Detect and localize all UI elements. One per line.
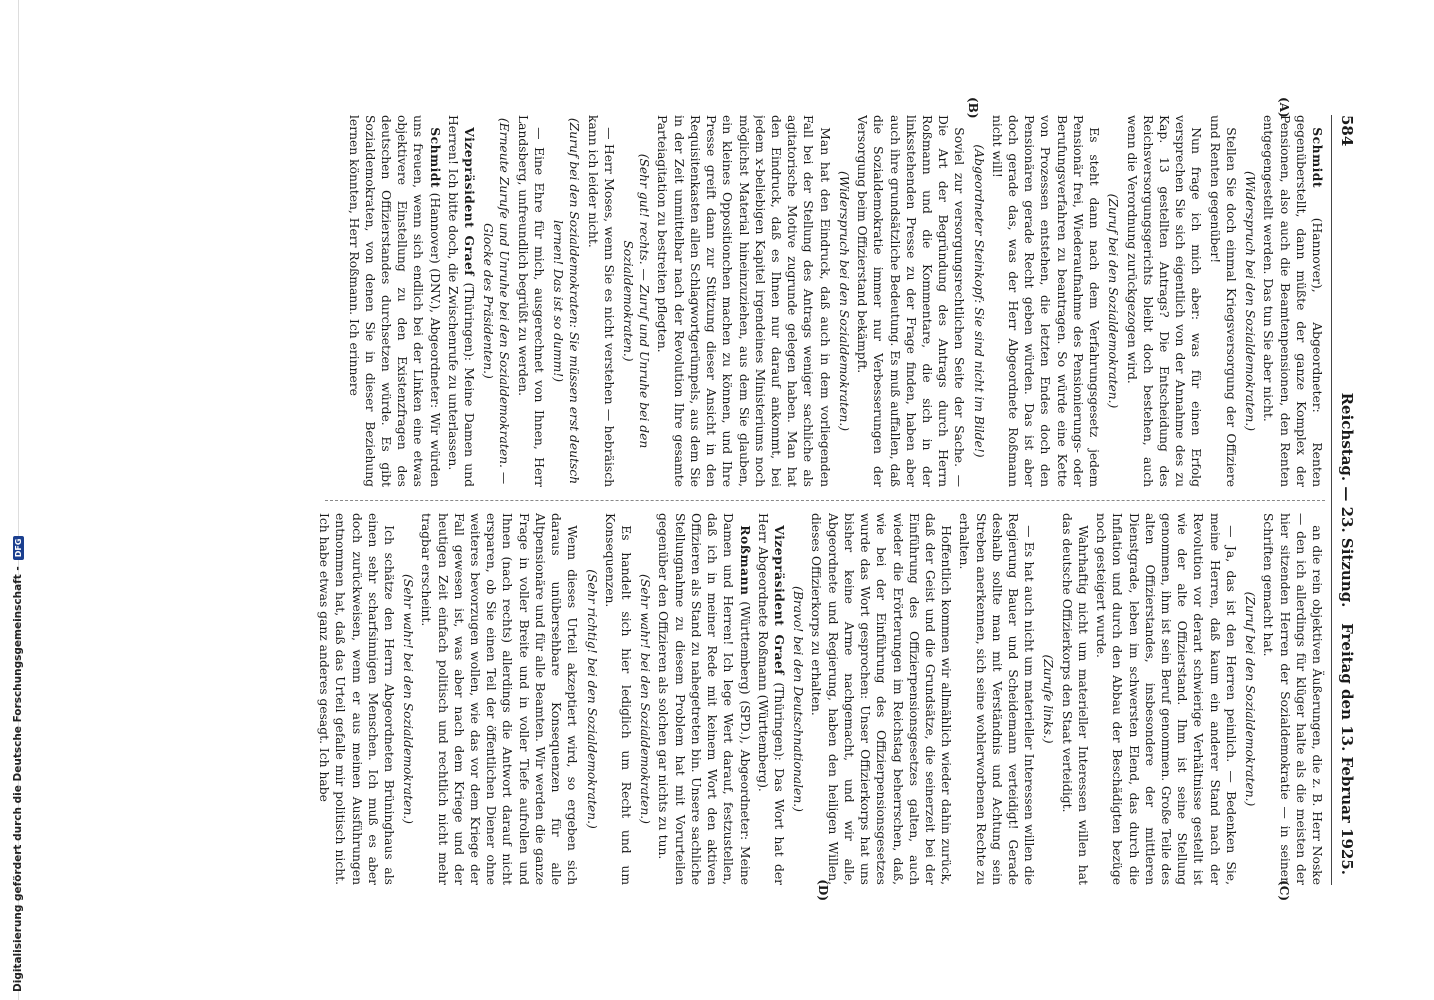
interjection: (Erneute Zurufe und Unruhe bei den Sozialdemokraten. — Glocke des Präsidenten.) (481, 117, 512, 485)
paragraph: Es steht dann nach dem Verfahrungsgesetz jedem Pensionär frei, Wiederaufnahme des Pensionierungs- oder Berufungsverfahren zu beantragen. So würde eine Kette von Prozessen entstehen, die letzten Endes doch den Pensionären gerade Recht geben würden. Das ist aber doch gerade das, was der Herr Abgeordnete Roßmann nicht will! (989, 115, 1102, 487)
interjection: (Widerspruch bei den Sozialdemokraten.) (836, 170, 851, 432)
speaker-name: Schmidt (1310, 127, 1325, 189)
text-columns (125, 97, 1325, 901)
paragraph: Wahrhaftig nicht um materieller Interessen willen hat das deutsche Offizierkorps den Staat verteidigt. (1059, 513, 1090, 885)
interjection: (Abgeordneter Steinkopf: Sie sind nicht im Bilde!) (971, 144, 986, 458)
paragraph: Es handelt sich hier lediglich um Recht und um Konsequenzen. (602, 513, 634, 885)
margin-mark-b: (B) (966, 97, 980, 119)
margin-mark-d: (D) (816, 879, 830, 901)
paragraph: Man hat den Eindruck, daß auch in dem vorliegenden Fall bei der Stellung des Antrags weniger sachliche als agitatorische Motive zugrunde gelegen haben. Man hat den Eindruck, daß es Ihnen nur darauf ankommt, bei jedem x-beliebigen Kapitel irgendeines Ministeriums noch möglichst Material hineinzuziehen, aus dem Sie glauben, ein kleines Oppositionchen machen zu können, und Ihre Presse greift dann zur Stützung dieser Ansicht in den Requisitenkasten allen Schlagwortgerümpels, aus dem Sie in der Zeit unmittelbar nach der Revolution Ihre gesamte Parteiagitation zu bestreiten pflegten. (655, 115, 832, 487)
interjection: (Zuruf bei den Sozialdemokraten.) (1106, 193, 1121, 409)
digitization-credit (12, 12, 24, 992)
speaker-name: Vizepräsident Graef (462, 127, 478, 277)
speech-text: (Thüringen): Das Wort hat der Herr Abgeordnete Roßmann (Württemberg). (755, 513, 786, 885)
interjection: (Zuruf bei den Sozialdemokraten: Sie müssen erst deutsch lernen! Das ist so dumm!) (551, 117, 582, 485)
page-title: Reichstag. — 23. Sitzung. (1338, 392, 1356, 608)
paragraph: Hoffentlich kommen wir allmählich wieder dahin zurück, daß der Geist und die Grundsätze, die seinerzeit bei der Einführung des Offizierpensionsgesetzes galten, auch wieder die Erörterungen im Reichstag beherrschen, daß, wie bei der Einführung des Offizierpensionsgesetzes wurde das Wort gesprochen: Unser Offizierkorps hat uns bisher keine Arme nachgemacht, und wir alle, Abgeordnete und Regierung, haben den heiligen Willen, dieses Offizierkorps zu erhalten. (809, 513, 954, 885)
paragraph: Nun frage ich mich aber: was für einen Erfolg versprechen Sie sich eigentlich von der Annahme des zu Kap. 13 gestellten Antrags? Die Entscheidung des Reichsversorgungsgerichts bleibt doch bestehen, auch wenn die Verordnung zurückgezogen wird. (1124, 115, 1204, 487)
header-rule (1331, 115, 1332, 885)
speaker-paragraph (655, 513, 752, 885)
speaker-paragraph (1260, 115, 1325, 487)
paragraph: Soviel zur versorgungsrechtlichen Seite der Sache. — Die Art der Begründung des Antrags durch Herrn Roßmann und die Kommentare, die sich in der linksstehenden Presse zu der Frage finden, haben aber auch ihre grundsätzliche Bedeutung. Es muß auffallen, daß die Sozialdemokratie immer nur Verbesserungen der Versorgung beim Offizierstand bekämpft. (855, 115, 967, 487)
speech-text: (Thüringen): Meine Damen und Herren! Ich bitte doch, die Zwischenrufe zu unterlassen. (445, 115, 477, 487)
credit-text: Digitalisierung gefördert durch die Deutsche Forschungsgemeinschaft - (12, 566, 24, 992)
speaker-paragraph (755, 513, 787, 885)
paragraph: Wenn dieses Urteil akzeptiert wird, so ergeben sich daraus unübersehbare Konsequenzen für alle Altpensionäre und für alle Beamten. Wir werden die ganze Frage in voller Breite und in voller Tiefe aufrollen und Ihnen (nach rechts) allerdings die Antwort darauf nicht ersparen, ob Sie einen Teil der öffentlichen Diener ohne weiteres bevorzugen wollen, wie das vor dem Kriege der Fall gewesen ist, was aber nach dem Kriege und der heutigen Zeit einfach politisch und rechtlich nicht mehr tragbar erscheint. (419, 513, 580, 885)
interjection: (Zuruf bei den Sozialdemokraten.) (1243, 591, 1258, 807)
interjection: (Sehr richtig! bei den Sozialdemokraten.) (584, 569, 599, 829)
margin-mark-a: (A) (1277, 97, 1291, 118)
speech-text: (Hannover), Abgeordneter: Renten gegenüberstellt, dann müßte der ganze Komplex der Pensionen, also auch die Beamtenpensionen, den Renten entgegengestellt werden. Das tun Sie aber nicht. (1261, 115, 1324, 487)
dfg-logo: DFG (13, 536, 24, 561)
left-column (125, 115, 1325, 487)
paragraph: an die rein objektiven Äußerungen, die z. B. Herr Noske — den ich allerdings für klüger halte als die meisten der hier sitzenden Herren der Sozialdemokratie — in seinen Schriften gemacht hat. (1261, 513, 1324, 885)
paragraph: — Es hat auch nicht um materieller Interessen willen die Regierung Bauer und Scheidemann verteidigt! Gerade deshalb sollte man mit Verständnis und Achtung sein Streben anerkennen, sich seine wohlerworbenen Rechte zu erhalten. (957, 513, 1037, 885)
speaker-paragraph (345, 115, 442, 487)
speaker-name: Vizepräsident Graef (772, 525, 787, 676)
interjection: (Widerspruch bei den Sozialdemokraten.) (1243, 170, 1258, 432)
paragraph: — Ja, das ist den Herren peinlich. — Bedenken Sie, meine Herren, daß kaum ein anderer Stand nach der Revolution vor derart schwierige Verhältnisse gestellt ist wie der alte Offizierstand. Ihm ist seine Stellung genommen, ihm ist sein Beruf genommen. Große Teile des alten Offizierstandes, insbesondere der mittleren Dienstgrade, leben im schwersten Elend, das durch die Inflation und durch den Abbau der Beschädigten bezüge noch gesteigert wurde. (1094, 513, 1238, 885)
interjection: (Sehr gut! rechts. — Zuruf und Unruhe bei den Sozialdemokraten.) (621, 153, 652, 449)
page-number: 584 (1338, 115, 1356, 147)
page-header (1336, 115, 1358, 885)
interjection: (Bravo! bei den Deutschnationalen.) (791, 586, 806, 812)
speaker-paragraph (445, 115, 477, 487)
paragraph: Ich schätze den Herrn Abgeordneten Brüninghaus als einen sehr scharfsinnigen Menschen. Ich muß es aber doch zurückweisen, wenn er aus meinen Ausführungen entnommen hat, daß das Urteil gefalle mir politisch nicht. Ich habe etwas ganz anderes gesagt. Ich habe (317, 513, 396, 885)
paragraph: — Herr Moses, wenn Sie es nicht verstehen — hebräisch kann ich leider nicht. (585, 115, 616, 487)
margin-mark-c: (C) (1277, 880, 1291, 901)
speech-text: (Württemberg) (SPD.), Abgeordneter: Meine Damen und Herren! Ich lege Wert darauf, festzustellen, daß ich in meiner Rede mit keinem Wort den aktiven Offizieren als Stand zu nahegetreten bin. Unsere sachliche Stellungnahme zu diesem Problem hat mit Vorurteilen gegenüber den Offizieren als solchen gar nichts zu tun. (656, 513, 752, 885)
page-date: Freitag den 13. Februar 1925. (1338, 623, 1356, 875)
speaker-name: Schmidt (427, 127, 443, 189)
interjection: (Zurufe links.) (1041, 654, 1056, 744)
paragraph: — Eine Ehre für mich, ausgerechnet von Ihnen, Herr Landsberg, unfreundlich begrüßt zu werden. (515, 115, 546, 487)
paragraph: Stellen Sie doch einmal Kriegsversorgung der Offiziere und Renten gegenüber! (1207, 115, 1238, 487)
right-column (125, 513, 1325, 885)
interjection: (Sehr wahr! bei den Sozialdemokraten.) (401, 574, 416, 824)
document-page (108, 95, 1358, 905)
speech-text: (Hannover) (DNV.), Abgeordneter: Wir würden uns freuen, wenn sich endlich bei der Linken eine etwas objektivere Einstellung zu den Existenzfragen des deutschen Offizierstandes durchsetzen würde. Es gibt Sozialdemokraten, von denen Sie in dieser Beziehung lernen könnten, Herr Roßmann. Ich erinnere (346, 115, 442, 487)
interjection: (Sehr wahr! bei den Sozialdemokraten.) (638, 574, 653, 824)
speaker-name: Roßmann (737, 525, 753, 596)
